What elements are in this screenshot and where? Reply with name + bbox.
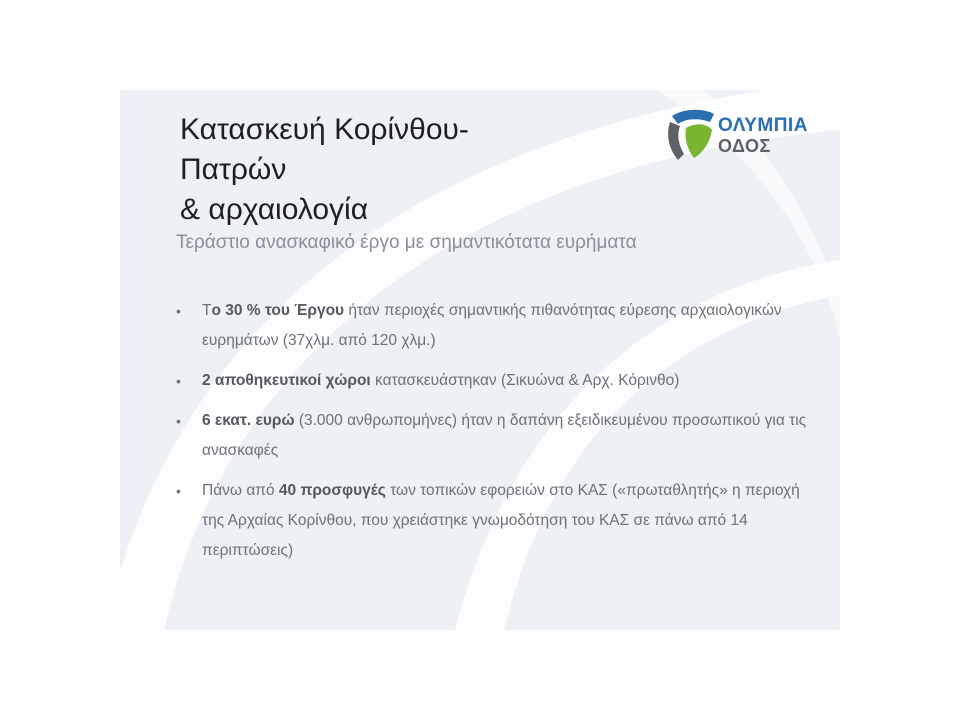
slide [120,90,840,630]
bullet-list [170,296,820,576]
bullet-icon: • [176,483,181,499]
bullet-icon: • [176,303,181,319]
title-line-3: & αρχαιολογία [180,193,369,226]
title-line-1: Κατασκευή Κορίνθου- [180,113,469,146]
bullet-bold: 40 προσφυγές [278,482,386,499]
list-item [170,476,820,566]
logo-mark-icon [666,108,716,164]
bullet-lead: Τ [202,302,212,319]
list-item [170,406,820,466]
list-item [170,296,820,356]
bullet-icon: • [176,413,181,429]
logo-text-odos: ΟΔΟΣ [718,136,771,156]
bullet-text: κατασκευάστηκαν (Σικυώνα & Αρχ. Κόρινθο) [370,372,680,389]
bullet-bold: 6 εκατ. ευρώ [202,412,295,429]
logo-text-olympia: ΟΛΥΜΠΙΑ [718,115,808,136]
bullet-bold: ο 30 % του Έργου [211,302,345,319]
bullet-lead: Πάνω από [202,482,279,499]
olympia-odos-logo [666,108,826,164]
bullet-text: των τοπικών εφορειών στο ΚΑΣ («πρωταθλητής» η περιοχή της Αρχαίας Κορίνθου, που χρειάστηκε γνωμοδότηση του ΚΑΣ σε πάνω από 14 περιπτώσεις) [202,482,800,559]
slide-subtitle: Τεράστιο ανασκαφικό έργο με σημαντικότατα ευρήματα [176,232,637,253]
bullet-bold: 2 αποθηκευτικοί χώροι [202,372,371,389]
list-item [170,366,820,396]
title-line-2: Πατρών [180,153,287,186]
bullet-icon: • [176,373,181,389]
bullet-text: (3.000 ανθρωπομήνες) ήταν η δαπάνη εξειδικευμένου προσωπικού για τις ανασκαφές [202,412,807,459]
slide-title [180,110,600,230]
bullet-text: ήταν περιοχές σημαντικής πιθανότητας εύρεσης αρχαιολογικών ευρημάτων (37χλμ. από 120 χλμ.) [202,302,782,349]
